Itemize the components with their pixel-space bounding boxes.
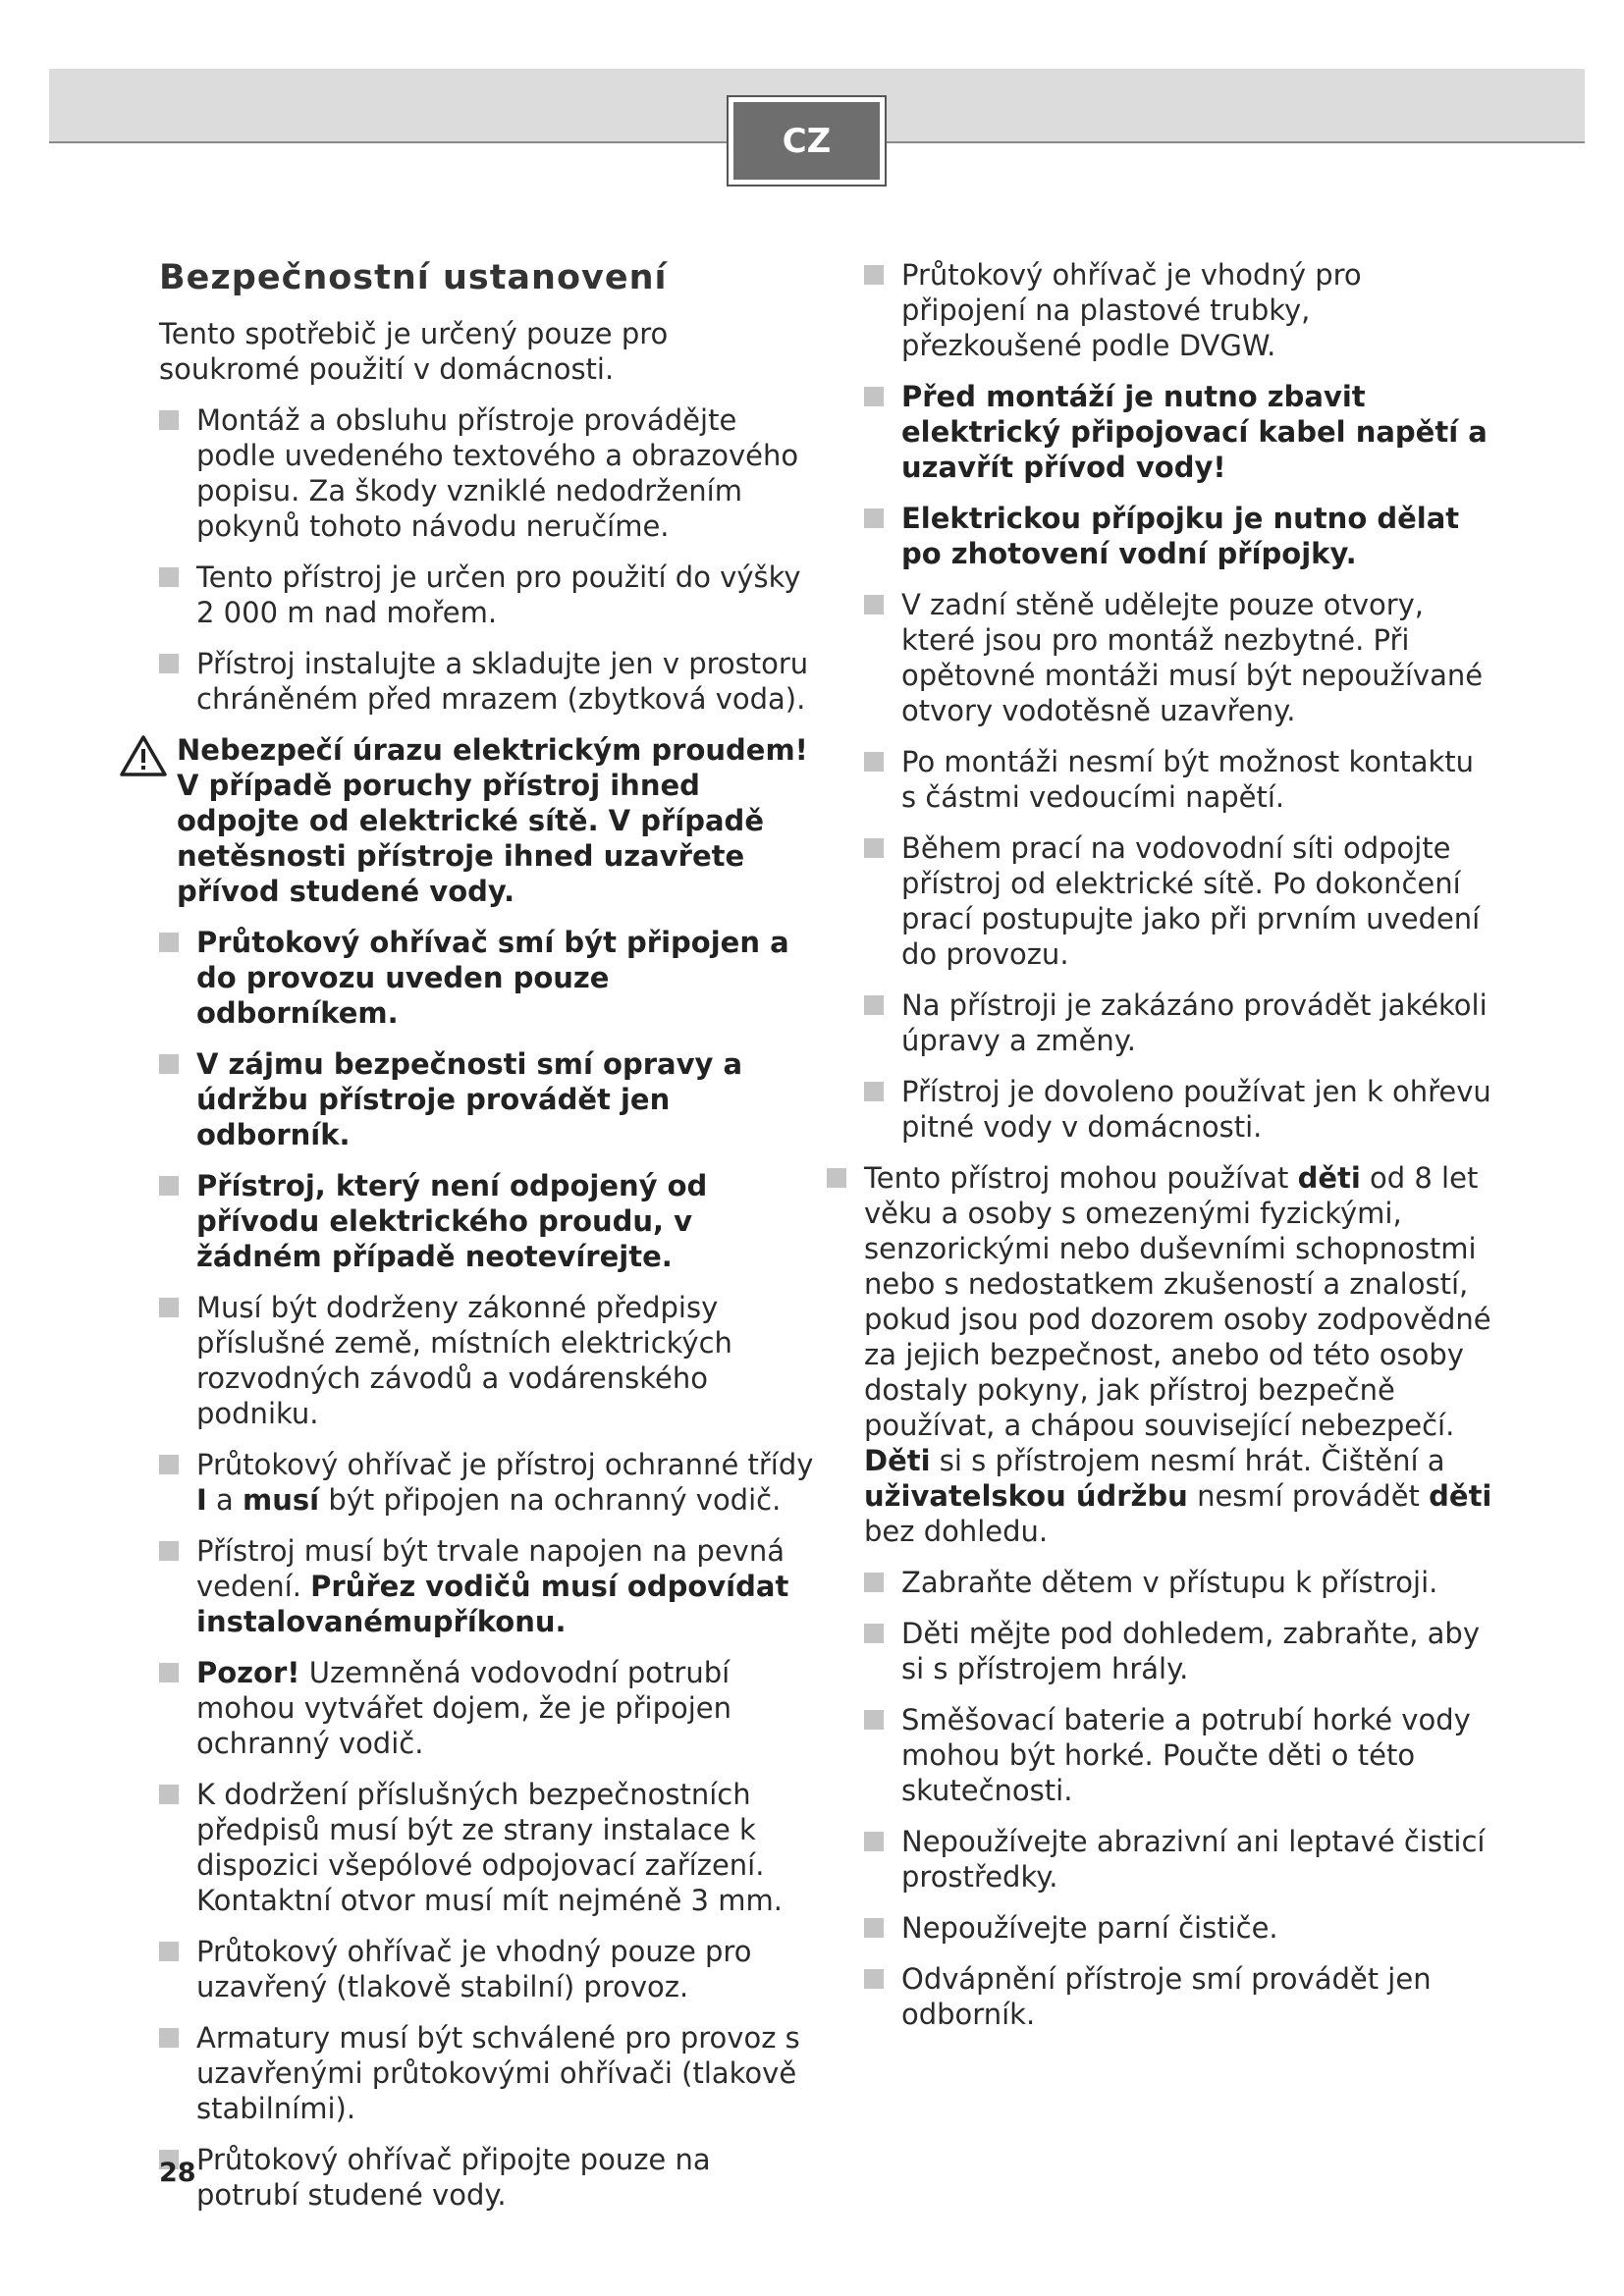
- bullet-square-icon: [864, 1573, 884, 1592]
- list-item: Průtokový ohřívač je vhodný pouze pro uzavřený (tlakově stabilní) provoz.: [159, 1934, 817, 2004]
- bullet-square-icon: [864, 995, 884, 1015]
- right-column: [864, 257, 1492, 2048]
- list-item: Po montáži nesmí být možnost kontaktu s částmi vedoucími napětí.: [864, 744, 1492, 815]
- bullet-square-icon: [159, 1663, 179, 1682]
- list-item: Přístroj, který není odpojený od přívodu elektrického proudu, v žádném případě neotevírejte.: [159, 1168, 817, 1274]
- language-badge: [727, 95, 887, 187]
- bullet-square-icon: [159, 1455, 179, 1474]
- page-number: 28: [159, 2158, 196, 2188]
- list-item: Přístroj musí být trvale napojen na pevná vedení. Průřez vodičů musí odpovídat instalovanémupříkonu.: [159, 1533, 817, 1639]
- bullet-square-icon: [864, 1918, 884, 1938]
- bullet-square-icon: [159, 2028, 179, 2048]
- list-item: Děti mějte pod dohledem, zabraňte, aby si s přístrojem hrály.: [864, 1616, 1492, 1686]
- list-item: Průtokový ohřívač připojte pouze na potrubí studené vody.: [159, 2142, 817, 2213]
- bullet-square-icon: [159, 1785, 179, 1804]
- list-item: Zabraňte dětem v přístupu k přístroji.: [864, 1565, 1492, 1600]
- list-item: Armatury musí být schválené pro provoz s uzavřenými průtokovými ohřívači (tlakově stabilními).: [159, 2020, 817, 2126]
- list-item: Směšovací baterie a potrubí horké vody mohou být horké. Poučte děti o této skutečnosti.: [864, 1702, 1492, 1808]
- bullet-square-icon: [159, 1298, 179, 1317]
- bullet-square-icon: [159, 933, 179, 952]
- bullet-square-icon: [864, 387, 884, 406]
- bullet-square-icon: [864, 1832, 884, 1851]
- list-item: Průtokový ohřívač je přístroj ochranné třídy I a musí být připojen na ochranný vodič.: [159, 1447, 817, 1518]
- bullet-square-icon: [159, 1541, 179, 1561]
- bullet-square-icon: [864, 838, 884, 858]
- list-item: Přístroj je dovoleno používat jen k ohřevu pitné vody v domácnosti.: [864, 1074, 1492, 1145]
- list-item: V zájmu bezpečnosti smí opravy a údržbu přístroje provádět jen odborník.: [159, 1046, 817, 1152]
- list-item: Průtokový ohřívač smí být připojen a do provozu uveden pouze odborníkem.: [159, 925, 817, 1031]
- list-item: K dodržení příslušných bezpečnostních předpisů musí být ze strany instalace k dispozici všepólové odpojovací zařízení. Kontaktní otvor musí mít nejméně 3 mm.: [159, 1777, 817, 1918]
- bullet-square-icon: [864, 1969, 884, 1989]
- bullet-square-icon: [159, 567, 179, 587]
- bullet-square-icon: [159, 1054, 179, 1074]
- list-item: Pozor! Uzemněná vodovodní potrubí mohou vytvářet dojem, že je připojen ochranný vodič.: [159, 1655, 817, 1761]
- bullet-square-icon: [864, 265, 884, 285]
- bullet-square-icon: [827, 1168, 846, 1188]
- section-title: Bezpečnostní ustanovení: [159, 258, 668, 297]
- list-item: Nepoužívejte parní čističe.: [864, 1910, 1492, 1946]
- bullet-square-icon: [864, 752, 884, 772]
- list-item: Odvápnění přístroje smí provádět jen odborník.: [864, 1961, 1492, 2032]
- warning-triangle-icon: [120, 734, 167, 777]
- bullet-square-icon: [159, 1176, 179, 1196]
- list-item: Během prací na vodovodní síti odpojte přístroj od elektrické sítě. Po dokončení prací postupujte jako při prvním uvedení do provozu.: [864, 830, 1492, 972]
- electric-shock-warning: Nebezpečí úrazu elektrickým proudem! V případě poruchy přístroj ihned odpojte od elektrické sítě. V případě netěsnosti přístroje ihned uzavřete přívod studené vody.: [120, 732, 817, 909]
- list-item: Elektrickou přípojku je nutno dělat po zhotovení vodní přípojky.: [864, 501, 1492, 571]
- list-item: Před montáží je nutno zbavit elektrický připojovací kabel napětí a uzavřít přívod vody!: [864, 379, 1492, 485]
- list-item: Tento přístroj je určen pro použití do výšky 2 000 m nad mořem.: [159, 560, 817, 630]
- list-item: Musí být dodrženy zákonné předpisy příslušné země, místních elektrických rozvodných závodů a vodárenského podniku.: [159, 1290, 817, 1431]
- bullet-square-icon: [864, 1624, 884, 1643]
- children-usage-item: Tento přístroj mohou používat děti od 8 let věku a osoby s omezenými fyzickými, senzorickými nebo duševními schopnostmi nebo s nedostatkem zkušeností a znalostí, pokud jsou pod dozorem osoby zodpovědné za jejich bezpečnost, anebo od této osoby dostaly pokyny, jak přístroj bezpečně používat, a chápou související nebezpečí. Děti si s přístrojem nesmí hrát. Čištění a uživatelskou údržbu nesmí provádět děti bez dohledu.: [827, 1160, 1492, 1549]
- bullet-square-icon: [159, 654, 179, 673]
- intro-text: Tento spotřebič je určený pouze pro soukromé použití v domácnosti.: [159, 317, 669, 386]
- list-item: Přístroj instalujte a skladujte jen v prostoru chráněném před mrazem (zbytková voda).: [159, 646, 817, 717]
- list-item: Nepoužívejte abrazivní ani leptavé čisticí prostředky.: [864, 1824, 1492, 1895]
- bullet-square-icon: [159, 1942, 179, 1961]
- left-column: [159, 257, 817, 2228]
- list-item: Průtokový ohřívač je vhodný pro připojení na plastové trubky, přezkoušené podle DVGW.: [864, 257, 1492, 363]
- bullet-square-icon: [864, 508, 884, 528]
- list-item: V zadní stěně udělejte pouze otvory, které jsou pro montáž nezbytné. Při opětovné montáži musí být nepoužívané otvory vodotěsně uzavřeny.: [864, 587, 1492, 728]
- bullet-square-icon: [864, 1082, 884, 1101]
- bullet-square-icon: [159, 410, 179, 430]
- language-code: CZ: [733, 102, 880, 180]
- list-item: Na přístroji je zakázáno provádět jakékoli úpravy a změny.: [864, 988, 1492, 1058]
- bullet-square-icon: [864, 595, 884, 614]
- list-item: Montáž a obsluhu přístroje provádějte podle uvedeného textového a obrazového popisu. Za škody vzniklé nedodržením pokynů tohoto návodu neručíme.: [159, 402, 817, 544]
- bullet-square-icon: [864, 1710, 884, 1730]
